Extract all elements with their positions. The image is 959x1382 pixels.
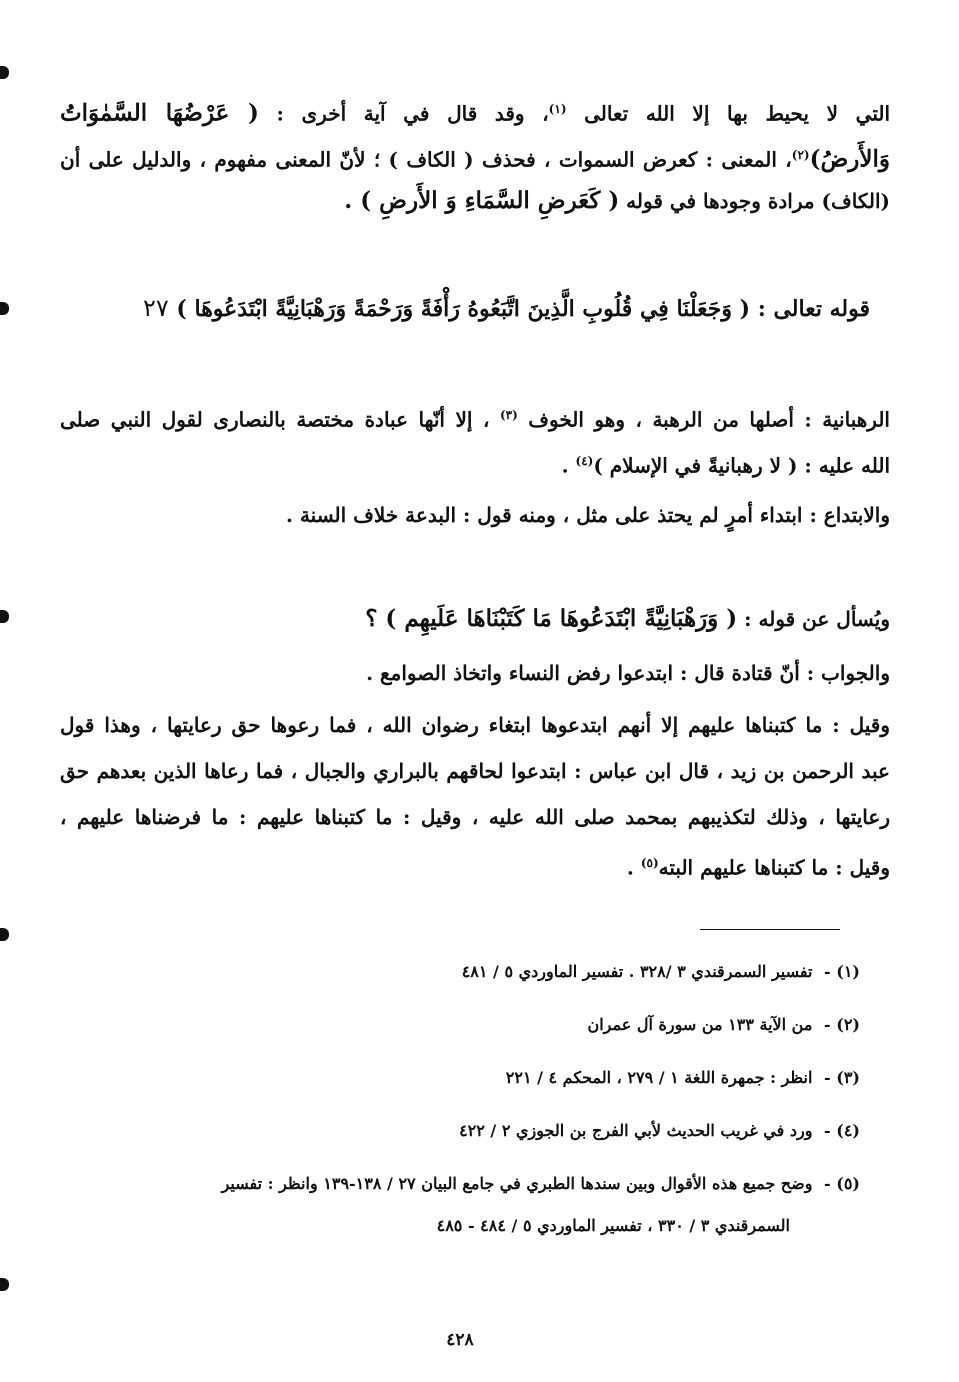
- scan-edge-mark: [0, 610, 9, 623]
- footnote-text: تفسير السمرقندي ٣ /٣٢٨ . تفسير الماوردي ٥ / ٤٨١: [461, 962, 813, 981]
- footnote-number: (٤) -: [824, 1121, 860, 1140]
- paragraph-other-views: [60, 702, 890, 886]
- footnote-text: انظر : جمهرة اللغة ١ / ٢٧٩ ، المحكم ٤ / ٢٢١: [505, 1068, 813, 1087]
- footnote-5-continuation: [120, 1216, 790, 1235]
- text-line: والجواب : أنّ قتادة قال : ابتدعوا رفض النساء واتخاذ الصوامع .: [366, 661, 890, 685]
- footnote-separator: [700, 929, 840, 930]
- paragraph-rahbaniyya: [60, 392, 890, 484]
- paragraph-question: [60, 596, 890, 642]
- footnote-4: [120, 1121, 860, 1140]
- footnote-1: [120, 962, 860, 981]
- footnote-3: [120, 1068, 860, 1087]
- text-line: (الكاف) مرادة وجودها في قوله ( كَعَرضِ السَّمَاءِ وَ الأَرضِ ) .: [344, 187, 890, 214]
- text-line: والابتداع : ابتداء أمرٍ لم يحتذ على مثل ، ومنه قول : البدعة خلاف السنة .: [286, 503, 890, 527]
- verse-lead: قوله تعالى :: [757, 296, 870, 322]
- text-line: ويُسأل عن قوله : ( وَرَهْبَانِيَّةً ابْتَدَعُوهَا مَا كَتَبْنَاهَا عَلَيهِم ) ؟: [365, 605, 890, 632]
- quran-verse: [100, 280, 870, 336]
- footnote-ref: (٤): [575, 454, 594, 468]
- text-line: وقيل : ما كتبناها عليهم البته$^{(٥)}$ .: [626, 855, 890, 880]
- footnote-number: (٥) -: [824, 1174, 860, 1193]
- footnote-ref: (٥): [640, 856, 659, 870]
- scan-edge-mark: [0, 928, 9, 941]
- footnote-text: من الآية ١٣٣ من سورة آل عمران: [587, 1015, 813, 1034]
- text-line: رعايتها ، وذلك لتكذيبهم بمحمد صلى الله عليه ، وقيل : ما كتبناها عليهم : ما فرضناها عليهم ،: [60, 805, 890, 829]
- footnote-text: وضح جميع هذه الأقوال وبين سندها الطبري في جامع البيان ٢٧ / ١٣٨-١٣٩ وانظر : تفسير: [221, 1174, 813, 1193]
- footnote-ref: (١): [548, 102, 567, 116]
- footnote-number: (٣) -: [824, 1068, 860, 1087]
- text-line: عبد الرحمن بن زيد ، قال ابن عباس : ابتدعوا لحاقهم بالبراري والجبال ، فما رعاها الذين بعدهم حق: [60, 759, 890, 783]
- scan-edge-mark: [0, 302, 9, 315]
- footnote-2: [120, 1015, 860, 1034]
- text-line: التي لا يحيط بها إلا الله تعالى $^{(١)}$، وقد قال في آية أخرى : ( عَرْضُهَا السَّمٰوَاتُ: [60, 99, 890, 127]
- text-line: وقيل : ما كتبناها عليهم إلا أنهم ابتدعوها ابتغاء رضوان الله ، فما رعوها حق رعايتها ، وهذا قول: [60, 713, 890, 737]
- verse-text: ( وَجَعَلْنَا فِي قُلُوبِ الَّذِينَ اتَّبَعُوهُ رَأْفَةً وَرَحْمَةً وَرَهْبَانِيَّةً ابْتَدَعُوهَا ): [176, 296, 751, 322]
- scan-edge-mark: [0, 66, 9, 79]
- footnote-ref: (٣): [499, 408, 518, 422]
- text-line: الرهبانية : أصلها من الرهبة ، وهو الخوف $^{(٣)}$ ، إلا أنّها عبادة مختصة بالنصارى لقول النبي صلى: [60, 407, 890, 432]
- paragraph-intro: [60, 86, 890, 224]
- footnote-number: (٢) -: [824, 1015, 860, 1034]
- scan-edge-mark: [0, 1278, 9, 1291]
- footnote-5: [120, 1174, 860, 1193]
- text-line: وَالأَرضُ)$^{(٢)}$، المعنى : كعرض السموات ، فحذف ( الكاف ) ؛ لأنّ المعنى مفهوم ، والدليل على أن: [60, 145, 890, 173]
- paragraph-answer: [60, 650, 890, 696]
- ayah-number: ٢٧: [142, 294, 169, 322]
- paragraph-ibtida: [60, 492, 890, 538]
- footnote-ref: (٢): [791, 148, 810, 162]
- footnote-text: السمرقندي ٣ / ٣٣٠ ، تفسير الماوردي ٥ / ٤٨٤ - ٤٨٥: [436, 1216, 790, 1235]
- footnote-text: ورد في غريب الحديث لأبي الفرج بن الجوزي ٢ / ٤٢٢: [459, 1121, 813, 1140]
- page-number: ٤٢٨: [446, 1330, 474, 1350]
- footnote-number: (١) -: [824, 962, 860, 981]
- text-line: الله عليه : ( لا رهبانيةً في الإسلام )$^{(٤)}$ .: [561, 453, 890, 478]
